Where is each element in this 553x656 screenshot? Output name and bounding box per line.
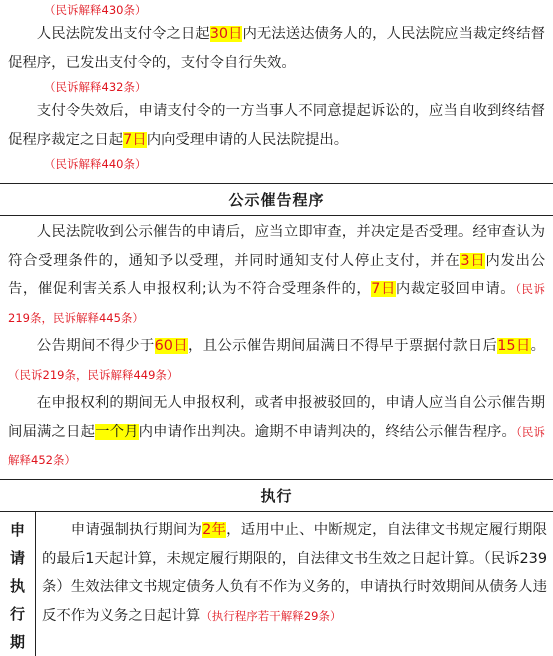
citation: （民诉解释440条） (44, 157, 147, 171)
paragraph: 申请强制执行期间为2年，适用中止、中断规定，自法律文书规定履行期限的最后1天起计算，未规定履行期限的，自法律文书生效之日起计算。（民诉239条）生效法律文书规定债务人负有不作为义务的，申请执行时效期间从债务人违反不作为义务之日起计算（执行程序若干解释29条） (42, 522, 547, 624)
deadline-highlight: 2年 (202, 522, 227, 538)
paragraph: 支付令失效后，申请支付令的一方当事人不同意提起诉讼的，应当自收到终结督促程序裁定之日起7日内向受理申请的人民法院提出。 (8, 103, 545, 148)
citation: （民诉219条，民诉解释445条） (8, 282, 545, 325)
deadline-highlight: 一个月 (95, 423, 139, 440)
deadline-highlight: 15日 (497, 338, 531, 354)
citation: （民诉解释432条） (44, 80, 147, 94)
deadline-highlight: 30日 (209, 26, 243, 42)
payment-order-section (0, 0, 553, 184)
deadline-highlight: 7日 (371, 281, 396, 297)
citation: （民诉解释430条） (44, 3, 147, 17)
section-title: 执行 (260, 487, 293, 505)
deadline-highlight: 60日 (154, 338, 188, 354)
citation: （民诉219条，民诉解释449条） (8, 367, 179, 382)
section-heading-row (0, 480, 553, 512)
paragraph: 人民法院收到公示催告的申请后，应当立即审查，并决定是否受理。经审查认为符合受理条件的，通知予以受理，并同时通知支付人停止支付，并在3日内发出公告，催促利害关系人申报权利;认为不符合受理条件的，7日内裁定驳回申请。（民诉219条，民诉解释445条） (8, 224, 545, 325)
execution-body (36, 512, 553, 656)
execution-section (0, 512, 553, 656)
citation: （民诉解释452条） (8, 424, 545, 467)
paragraph: 公告期间不得少于60日，且公示催告期间届满日不得早于票据付款日后15日。（民诉219条，民诉解释449条） (8, 338, 545, 382)
public-notice-section (0, 216, 553, 480)
citation: （执行程序若干解释29条） (200, 608, 342, 623)
section-title: 公示催告程序 (228, 191, 325, 209)
deadline-highlight: 7日 (123, 131, 147, 148)
paragraph: 在申报权利的期间无人申报权利，或者申报被驳回的，申请人应当自公示催告期间届满之日起一个月内申请作出判决。逾期不申请判决的，终结公示催告程序。（民诉解释452条） (8, 395, 545, 467)
side-label: 申 请 执 行 期 (0, 512, 36, 656)
section-heading-row (0, 184, 553, 216)
deadline-highlight: 3日 (460, 252, 486, 269)
paragraph: 人民法院发出支付令之日起30日内无法送达债务人的，人民法院应当裁定终结督促程序，已发出支付令的，支付令自行失效。 (8, 26, 545, 71)
